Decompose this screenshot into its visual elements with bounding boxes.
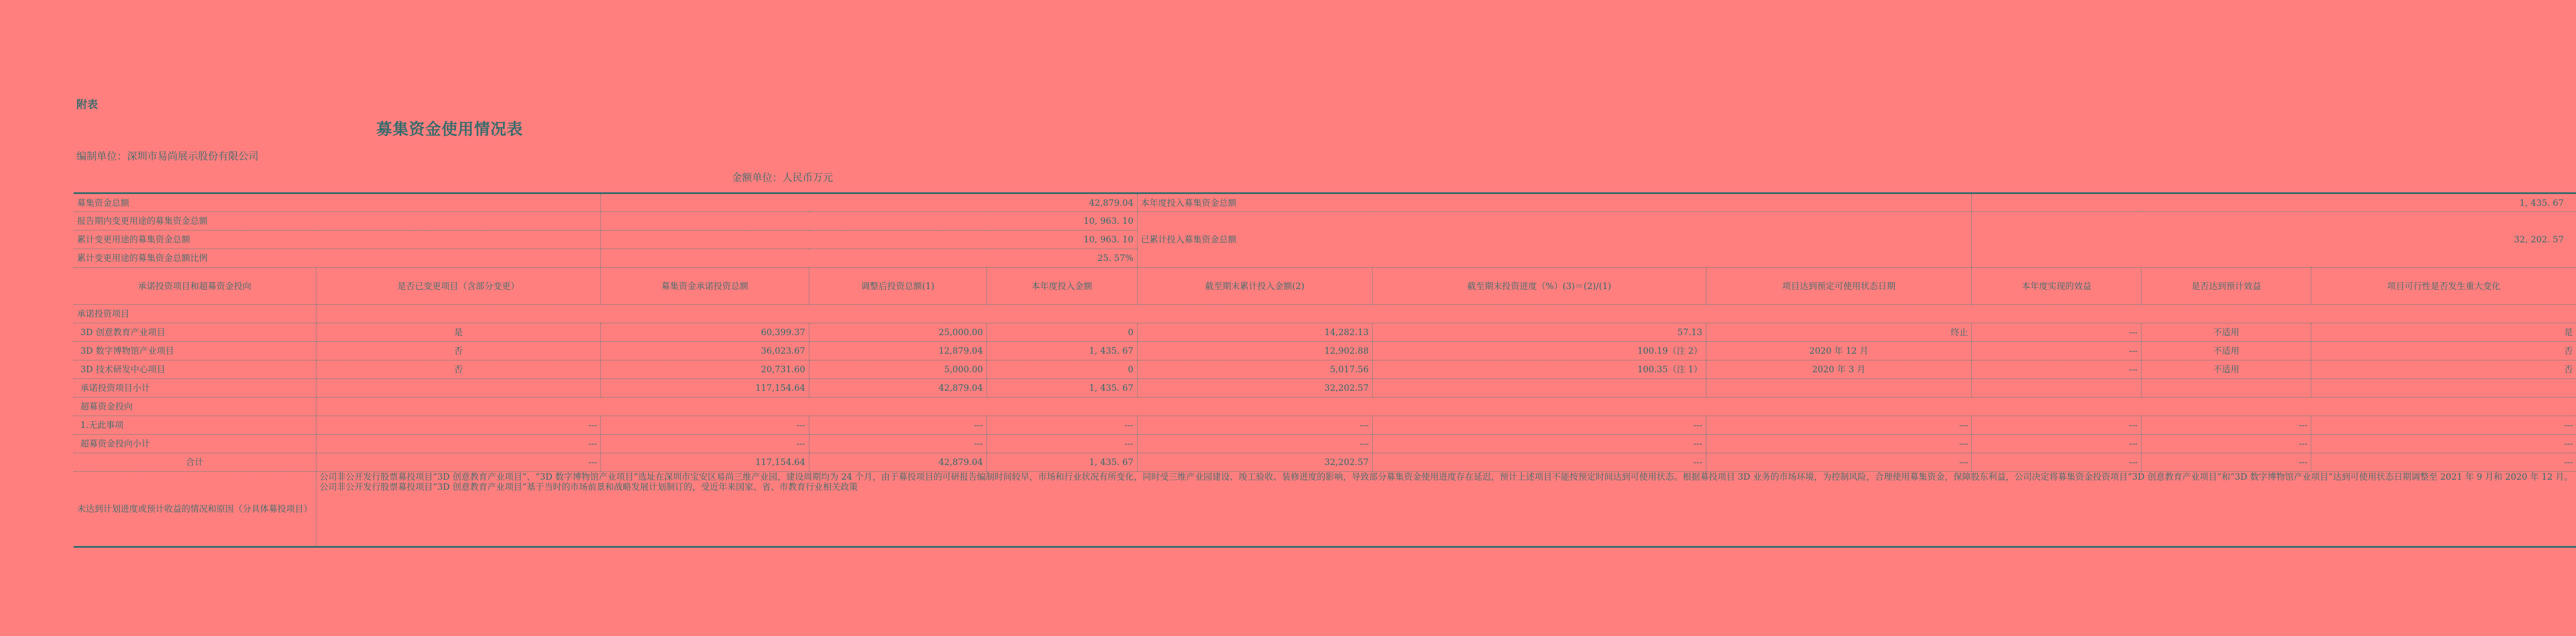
total-label: 募集资金总额 xyxy=(74,193,601,212)
page-title: 募集资金使用情况表 xyxy=(376,120,523,138)
year-invest-label: 本年度投入募集资金总额 xyxy=(1137,193,1972,212)
total-row-label: 合计 xyxy=(74,453,316,472)
project-name: 3D 数字博物馆产业项目 xyxy=(74,342,316,360)
section-label: 超募资金投向 xyxy=(74,398,316,416)
cum-ratio-value: 25. 57% xyxy=(601,249,1137,268)
cum-ratio-label: 累计变更用途的募集资金总额比例 xyxy=(74,249,601,268)
cum-changed-label: 累计变更用途的募集资金总额 xyxy=(74,231,601,249)
column-header: 募集资金承诺投资总额 xyxy=(601,268,809,305)
table-row: 3D 数字博物馆产业项目 否 36,023.67 12,879.04 1, 435. 67 12,902.88 100.19（注 2） 2020 年 12 月 --- 不适用 否 xyxy=(74,342,2576,360)
unit-label: 金额单位：人民币万元 xyxy=(732,172,833,184)
cum-invest-label: 已累计投入募集资金总额 xyxy=(1137,212,1972,268)
column-header: 调整后投资总额(1) xyxy=(809,268,986,305)
note-label: 未达到计划进度或预计收益的情况和原因（分具体募投项目） xyxy=(74,472,316,547)
column-header: 本年度实现的效益 xyxy=(1972,268,2142,305)
org-label: 编制单位：深圳市易尚展示股份有限公司 xyxy=(76,151,259,163)
column-header: 项目达到预定可使用状态日期 xyxy=(1706,268,1972,305)
table-row: 1.无此事项 --- --- --- --- --- --- --- --- --- --- xyxy=(74,416,2576,435)
subtotal-row-committed: 承诺投资项目小计 117,154.64 42,879.04 1, 435. 67 32,202.57 xyxy=(74,379,2576,398)
cum-changed-value: 10, 963. 10 xyxy=(601,231,1137,249)
year-invest-value: 1, 435. 67 xyxy=(1972,193,2576,212)
project-name: 3D 创意教育产业项目 xyxy=(74,323,316,342)
total-row: 合计 --- 117,154.64 42,879.04 1, 435. 67 32,202.57 --- --- --- --- --- xyxy=(74,453,2576,472)
column-header: 截至期末投资进度（%）(3)＝(2)/(1) xyxy=(1373,268,1706,305)
note-paragraph: 公司非公开发行股票募投项目“3D 创意教育产业项目”基于当时的市场前景和战略发展计划制订的，受近年来国家、省、市教育行业相关政策 xyxy=(319,482,858,492)
column-header: 承诺投资项目和超募资金投向 xyxy=(74,268,316,305)
summary-row-changed-period xyxy=(74,212,2576,231)
changed-period-label: 报告期内变更用途的募集资金总额 xyxy=(74,212,601,231)
table-row: 超募资金投向小计 --- --- --- --- --- --- --- --- --- --- xyxy=(74,435,2576,453)
column-header: 是否达到预计效益 xyxy=(2142,268,2311,305)
section-row-committed xyxy=(74,305,2576,323)
table-row: 3D 技术研发中心项目 否 20,731.60 5,000.00 0 5,017.56 100.35（注 1） 2020 年 3 月 --- 不适用 否 xyxy=(74,360,2576,379)
column-header-row xyxy=(74,268,2576,305)
note-text xyxy=(316,472,2576,547)
appendix-label: 附表 xyxy=(76,98,98,111)
note-paragraph: 公司非公开发行股票募投项目“3D 创意教育产业项目”、“3D 数字博物馆产业项目”选址在深圳市宝安区易尚三维产业园，建设周期均为 24 个月，由于募投项目的可研报告编制时间较早，市场和行业状况有所变化，同时受三维产业园建设、竣工验收、装修进度的影响，导致部分募集资金使用进度存在延迟，预计上述项目不能按预定时间达到可使用状态。根据募投项目 3D 业务的市场环境，为控制风险，合理使用募集资金，保障股东利益，公司决定将募集资金投资项目“3D 创意教育产业项目”和“3D 数字博物馆产业项目”达到可使用状态日期调整至 2021 年 9 月和 2020 年 12 月。 xyxy=(319,472,2573,482)
summary-row-total xyxy=(74,193,2576,212)
fund-usage-table xyxy=(74,192,2576,548)
section-row-oversub xyxy=(74,398,2576,416)
changed-period-value: 10, 963. 10 xyxy=(601,212,1137,231)
total-value: 42,879.04 xyxy=(601,193,1137,212)
subtotal-label: 承诺投资项目小计 xyxy=(74,379,316,398)
section-label: 承诺投资项目 xyxy=(74,305,316,323)
column-header: 是否已变更项目（含部分变更） xyxy=(316,268,601,305)
column-header: 项目可行性是否发生重大变化 xyxy=(2311,268,2576,305)
note-row xyxy=(74,472,2576,547)
column-header: 本年度投入金额 xyxy=(986,268,1137,305)
project-name: 3D 技术研发中心项目 xyxy=(74,360,316,379)
column-header: 截至期末累计投入金额(2) xyxy=(1137,268,1373,305)
table-row: 3D 创意教育产业项目 是 60,399.37 25,000.00 0 14,282.13 57.13 终止 --- 不适用 是 xyxy=(74,323,2576,342)
cum-invest-value: 32, 202. 57 xyxy=(1972,212,2576,268)
